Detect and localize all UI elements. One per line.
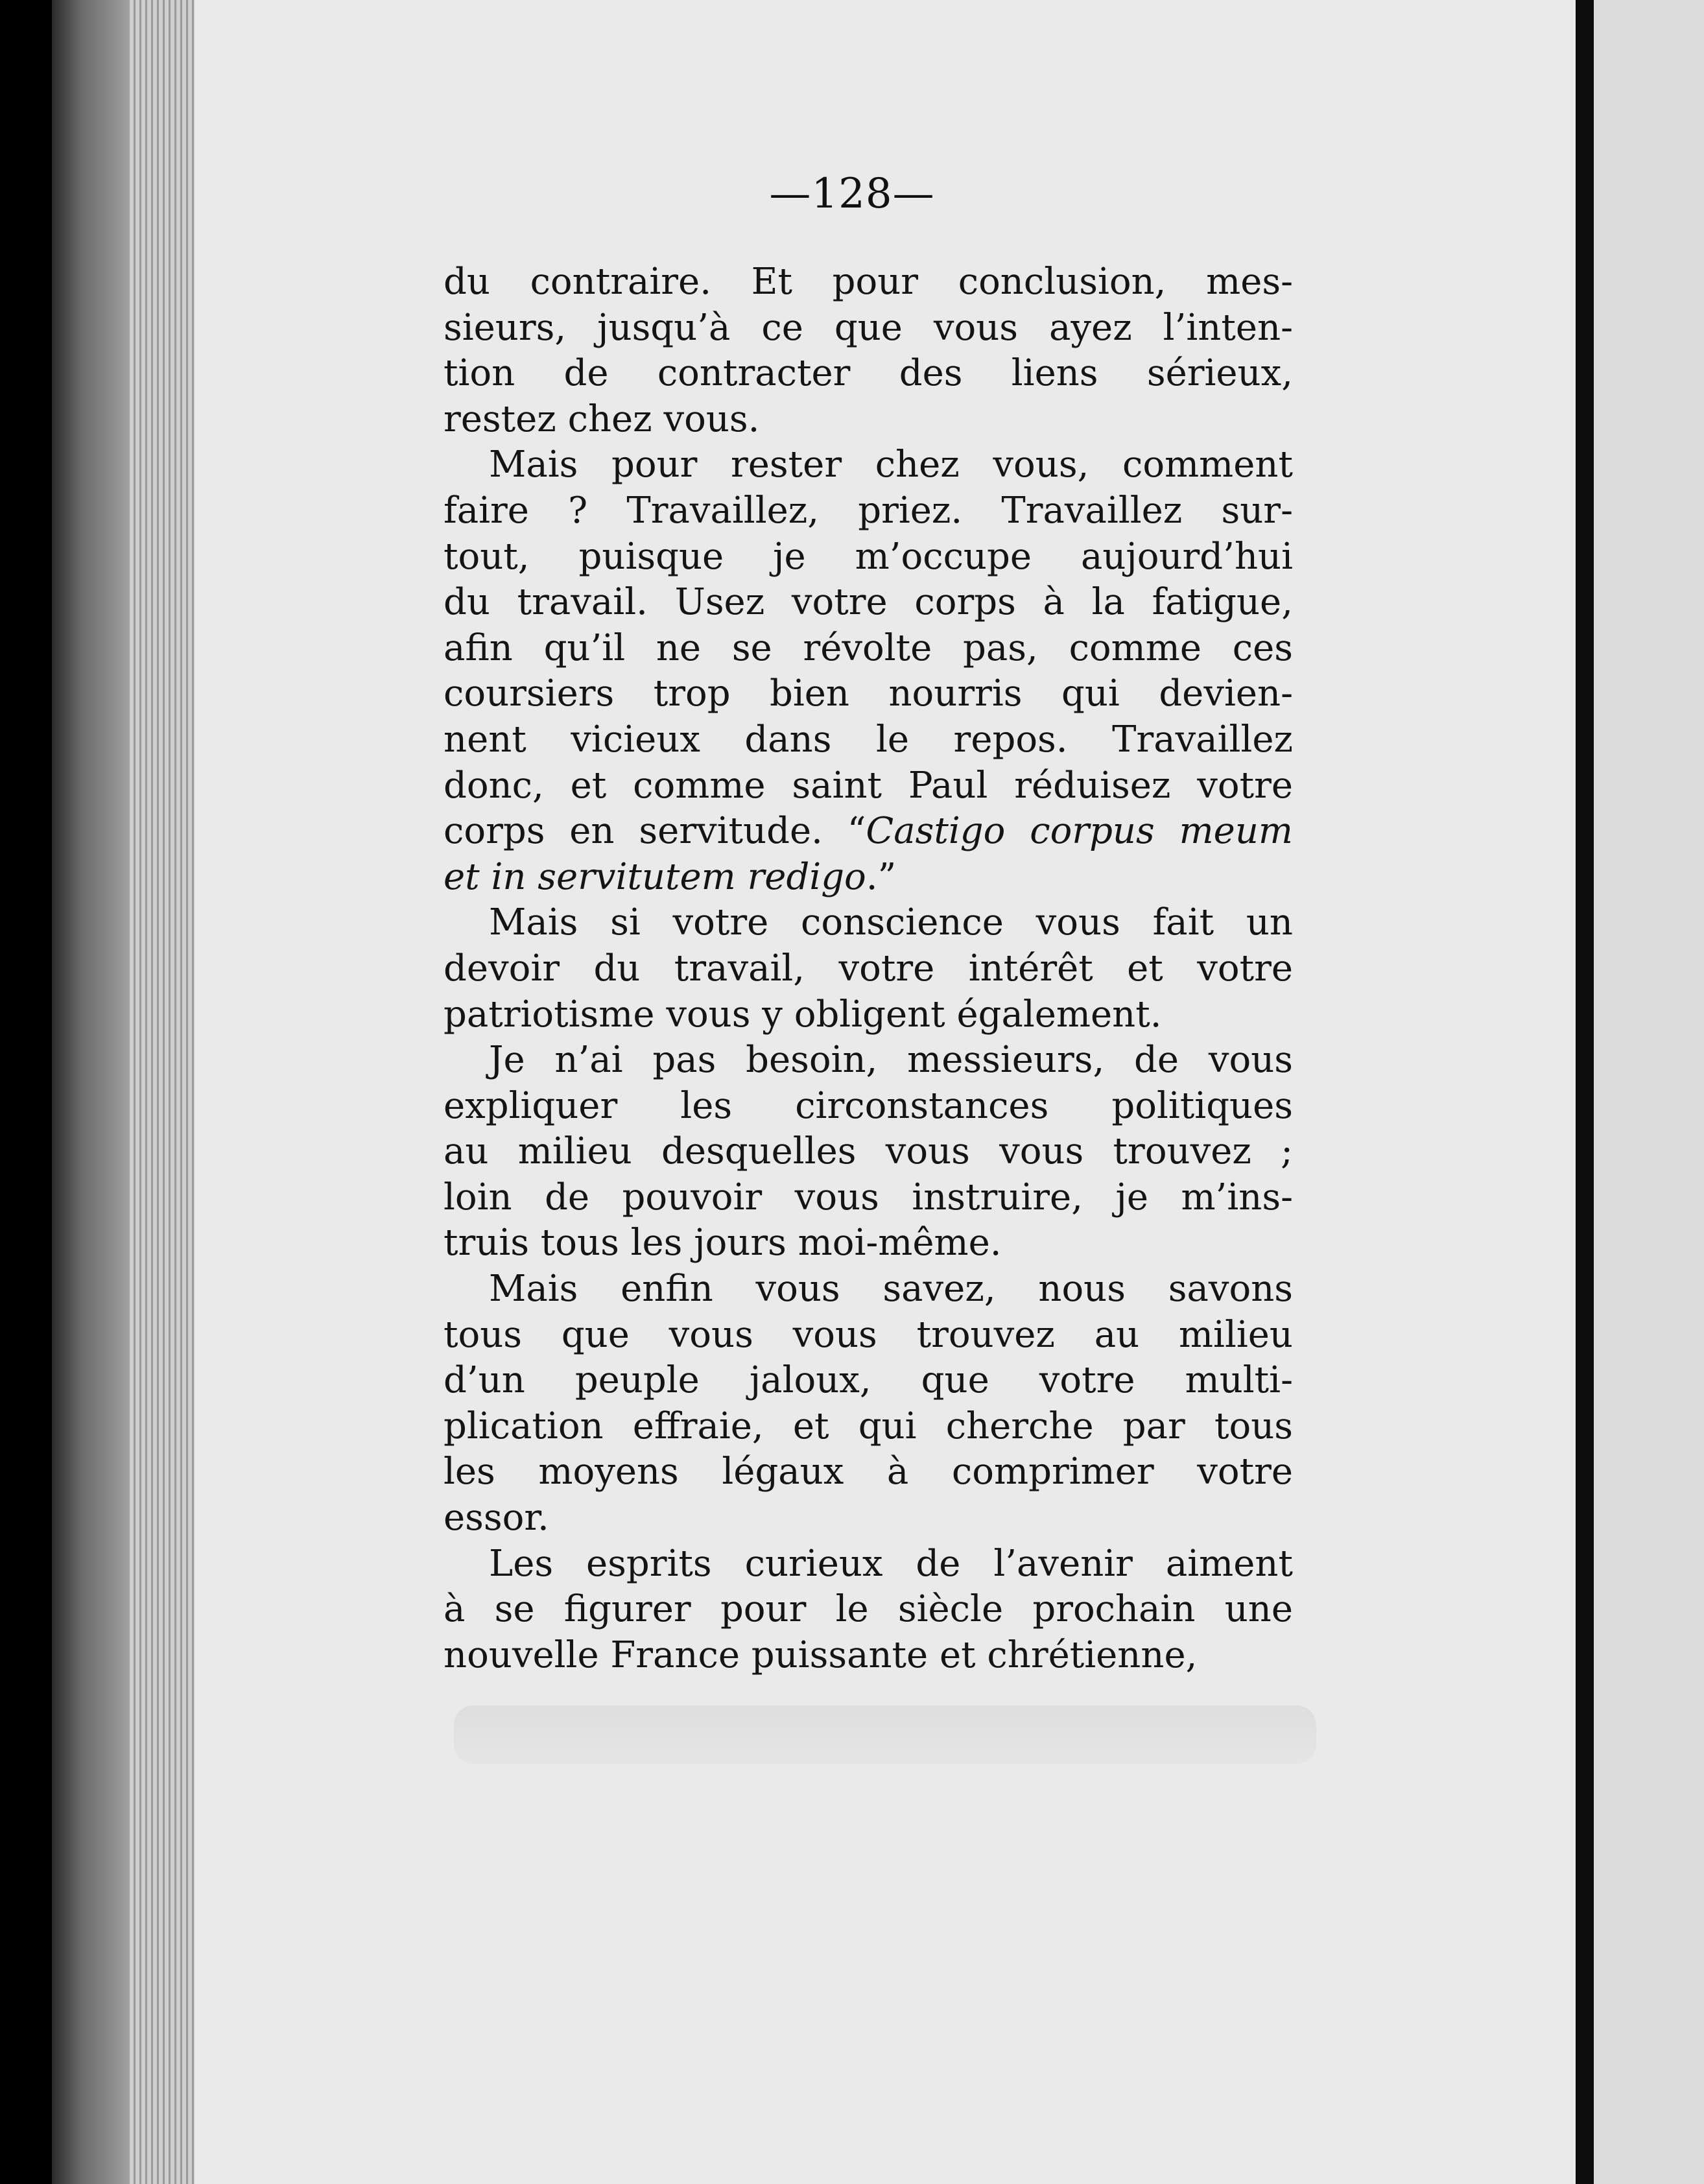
italic-text: Castigo corpus meum	[866, 810, 1293, 853]
text-line	[444, 351, 1293, 397]
page-number: —128—	[769, 170, 935, 218]
text-line	[444, 763, 1293, 809]
text-line	[444, 442, 1293, 488]
text-segment: devoir du travail, votre intérêt et votre	[444, 947, 1293, 990]
text-segment: Les esprits curieux de l’avenir aiment	[489, 1542, 1293, 1585]
text-line	[444, 1129, 1293, 1175]
text-segment: donc, et comme saint Paul réduisez votre	[444, 764, 1293, 807]
text-segment: d’un peuple jaloux, que votre multi-	[444, 1359, 1293, 1402]
paragraph	[444, 259, 1293, 442]
paragraph	[444, 900, 1293, 1038]
text-line	[444, 580, 1293, 626]
text-line	[444, 717, 1293, 763]
text-segment: tout, puisque je m’occupe aujourd’hui	[444, 535, 1293, 578]
page-stack-edge	[130, 0, 201, 2184]
text-line	[444, 1587, 1293, 1633]
text-line	[444, 259, 1293, 305]
text-line	[444, 1038, 1293, 1084]
text-line	[444, 626, 1293, 672]
text-segment: .”	[866, 855, 897, 898]
text-line	[444, 946, 1293, 992]
text-segment: expliquer les circonstances politiques	[444, 1084, 1293, 1127]
text-line	[444, 1495, 1293, 1541]
text-segment: du contraire. Et pour conclusion, mes-	[444, 261, 1293, 303]
text-segment: les moyens légaux à comprimer votre	[444, 1451, 1293, 1493]
text-segment: Mais si votre conscience vous fait un	[489, 901, 1293, 944]
text-line	[444, 900, 1293, 946]
paragraph	[444, 1266, 1293, 1541]
text-segment: Mais enfin vous savez, nous savons	[489, 1268, 1293, 1311]
text-segment: sieurs, jusqu’à ce que vous ayez l’inten-	[444, 306, 1293, 349]
text-line	[444, 809, 1293, 855]
text-segment: plication effraie, et qui cherche par tous	[444, 1405, 1293, 1447]
text-segment: nent vicieux dans le repos. Travaillez	[444, 718, 1293, 761]
text-segment: Je n’ai pas besoin, messieurs, de vous	[489, 1039, 1293, 1082]
text-segment: restez chez vous.	[444, 398, 760, 440]
text-line	[444, 1084, 1293, 1130]
text-line	[444, 1266, 1293, 1312]
italic-text: et in servitutem redigo	[444, 855, 866, 898]
text-segment: patriotisme vous y obligent également.	[444, 993, 1162, 1036]
paragraph	[444, 1541, 1293, 1679]
facing-page-edge	[1594, 0, 1704, 2184]
text-segment: à se figurer pour le siècle prochain une	[444, 1588, 1293, 1631]
text-segment: du travail. Usez votre corps à la fatigue,	[444, 581, 1293, 624]
text-segment: Mais pour rester chez vous, comment	[489, 444, 1293, 486]
text-line	[444, 1404, 1293, 1450]
text-segment: corps en servitude. “	[444, 810, 866, 853]
text-segment: essor.	[444, 1497, 549, 1539]
text-line	[444, 671, 1293, 717]
text-segment: au milieu desquelles vous vous trouvez ;	[444, 1130, 1293, 1173]
text-segment: nouvelle France puissante et chrétienne,	[444, 1633, 1198, 1676]
text-line	[444, 1312, 1293, 1359]
text-line	[444, 1633, 1293, 1679]
text-line	[444, 305, 1293, 351]
bleed-through-shadow	[454, 1705, 1316, 1764]
text-segment: coursiers trop bien nourris qui devien-	[444, 672, 1293, 715]
text-segment: truis tous les jours moi-même.	[444, 1222, 1002, 1264]
text-line	[444, 992, 1293, 1038]
paragraph	[444, 442, 1293, 900]
text-line	[444, 1220, 1293, 1266]
page-gutter	[1576, 0, 1594, 2184]
body-text	[444, 259, 1293, 1678]
text-line	[444, 488, 1293, 534]
text-line	[444, 855, 1293, 901]
text-line	[444, 1358, 1293, 1404]
text-line	[444, 1541, 1293, 1587]
paragraph	[444, 1038, 1293, 1266]
text-segment: faire ? Travaillez, priez. Travaillez sur-	[444, 489, 1293, 532]
text-segment: loin de pouvoir vous instruire, je m’ins-	[444, 1176, 1293, 1218]
text-segment: afin qu’il ne se révolte pas, comme ces	[444, 626, 1293, 669]
text-line	[444, 1175, 1293, 1221]
text-line	[444, 534, 1293, 580]
text-segment: tion de contracter des liens sérieux,	[444, 352, 1293, 395]
text-line	[444, 397, 1293, 443]
text-segment: tous que vous vous trouvez au milieu	[444, 1313, 1293, 1356]
text-line	[444, 1449, 1293, 1495]
